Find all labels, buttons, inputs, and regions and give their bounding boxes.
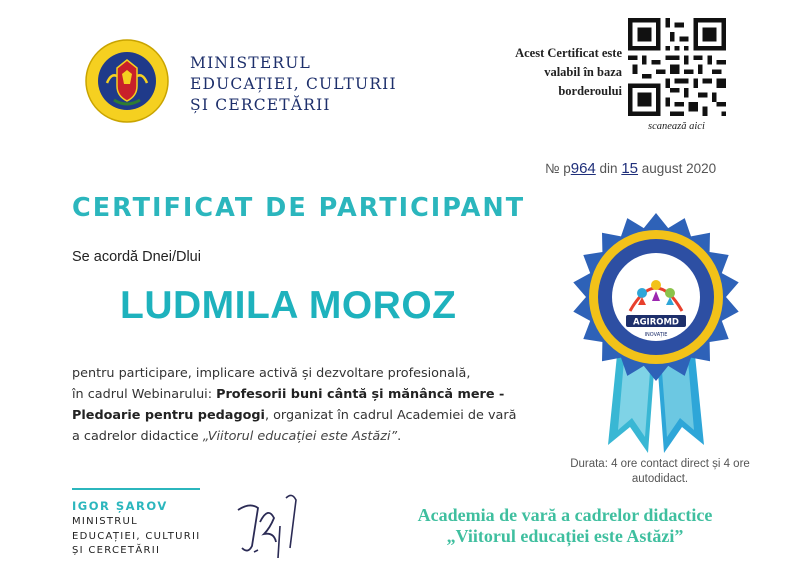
- verification-line-3: borderoului: [558, 84, 622, 98]
- certificate-month-year: august 2020: [641, 161, 717, 176]
- signatory-role: [72, 515, 201, 559]
- verification-line-2: valabil în baza: [544, 65, 622, 79]
- signatory-role-line-2: EDUCAȚIEI, CULTURII: [72, 530, 201, 542]
- certificate-day: 15: [621, 160, 639, 177]
- ministry-line-2: EDUCAȚIEI, CULTURII: [190, 75, 397, 93]
- number-prefix: № p: [545, 161, 571, 176]
- duration-note: Durata: 4 ore contact direct și 4 ore autodidact.: [570, 458, 750, 485]
- date-word: din: [599, 161, 618, 176]
- academy-line-1: Academia de vară a cadrelor didactice: [417, 505, 713, 525]
- ministry-line-3: ȘI CERCETĂRII: [190, 96, 331, 114]
- recipient-name: LUDMILA MOROZ: [120, 284, 457, 327]
- ministry-name: [190, 53, 397, 116]
- badge-brand: AGIROMD: [632, 317, 680, 328]
- qr-code-icon[interactable]: [628, 18, 726, 116]
- signatory-role-line-1: MINISTRUL: [72, 516, 139, 527]
- signatory-name: IGOR ȘAROV: [72, 499, 168, 513]
- certificate-number-line: [545, 160, 716, 177]
- webinar-title-part-1: Profesorii buni cântă și mănâncă mere -: [216, 387, 505, 402]
- webinar-title-part-2: Pledoarie pentru pedagogi: [72, 408, 265, 423]
- state-emblem-icon: [84, 38, 170, 124]
- award-badge-icon: [568, 205, 744, 455]
- certificate-title: CERTIFICAT DE PARTICIPANT: [72, 193, 526, 223]
- academy-motto-inline: „Viitorul educației este Astăzi”: [202, 429, 398, 444]
- body-line-2-prefix: în cadrul Webinarului:: [72, 387, 217, 402]
- verification-line-1: Acest Certificat este: [515, 46, 622, 60]
- scan-label: scanează aici: [648, 121, 705, 132]
- body-line-4-end: .: [397, 429, 402, 444]
- body-line-1: pentru participare, implicare activă și dezvoltare profesională,: [72, 366, 471, 381]
- handwritten-signature-icon: [228, 488, 306, 560]
- ministry-line-1: MINISTERUL: [190, 54, 311, 72]
- signatory-role-line-3: ȘI CERCETĂRII: [72, 545, 161, 556]
- certificate-number: 964: [570, 160, 596, 177]
- awarded-to-label: Se acordă Dnei/Dlui: [72, 249, 201, 265]
- academy-footer: [385, 505, 745, 547]
- signature-divider: [72, 488, 200, 490]
- certificate-body: [72, 363, 572, 447]
- badge-sub: INOVAȚIE: [644, 332, 668, 338]
- body-line-4-prefix: a cadrelor didactice: [72, 429, 203, 444]
- body-line-3-rest: , organizat în cadrul Academiei de vară: [264, 408, 517, 423]
- academy-line-2: „Viitorul educației este Astăzi”: [446, 526, 684, 546]
- verification-note: [492, 44, 622, 101]
